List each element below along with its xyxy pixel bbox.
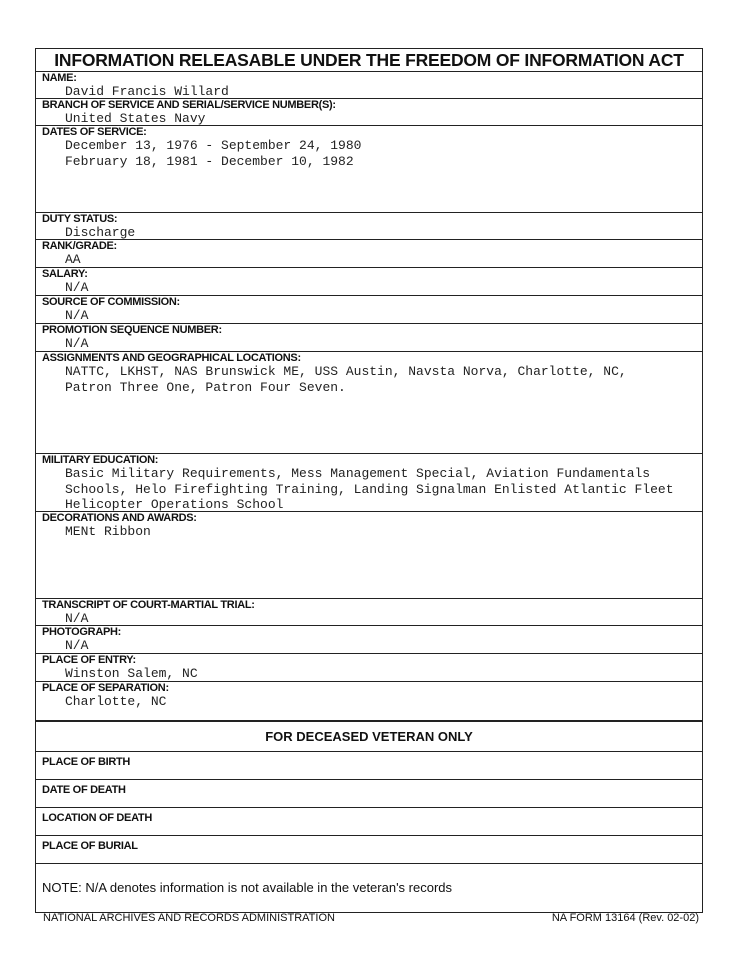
field-label: ASSIGNMENTS AND GEOGRAPHICAL LOCATIONS: bbox=[42, 352, 301, 364]
field-label: PROMOTION SEQUENCE NUMBER: bbox=[42, 324, 222, 336]
field-dates-of-service bbox=[36, 126, 702, 213]
field-label: PLACE OF SEPARATION: bbox=[42, 682, 169, 694]
field-label: LOCATION OF DEATH bbox=[42, 812, 152, 824]
field-place-of-burial bbox=[36, 836, 702, 864]
field-value: MENt Ribbon bbox=[65, 524, 151, 539]
field-label: DATES OF SERVICE: bbox=[42, 126, 147, 138]
field-label: NAME: bbox=[42, 72, 77, 84]
field-label: SOURCE OF COMMISSION: bbox=[42, 296, 180, 308]
field-value: N/A bbox=[65, 638, 89, 653]
field-photograph bbox=[36, 626, 702, 654]
field-label: TRANSCRIPT OF COURT-MARTIAL TRIAL: bbox=[42, 599, 255, 611]
field-court-martial-transcript bbox=[36, 599, 702, 626]
field-label: DUTY STATUS: bbox=[42, 213, 118, 225]
field-duty-status bbox=[36, 213, 702, 240]
note: NOTE: N/A denotes information is not available in the veteran's records bbox=[42, 880, 453, 895]
field-label: PLACE OF BURIAL bbox=[42, 840, 138, 852]
field-source-of-commission bbox=[36, 296, 702, 324]
field-value: Charlotte, NC bbox=[65, 694, 167, 709]
field-place-of-separation bbox=[36, 682, 702, 722]
field-value: AA bbox=[65, 252, 81, 267]
field-place-of-birth bbox=[36, 752, 702, 780]
field-rank-grade bbox=[36, 240, 702, 268]
field-value: United States Navy bbox=[65, 111, 206, 126]
field-value-line: December 13, 1976 - September 24, 1980 bbox=[65, 138, 362, 153]
form-title: INFORMATION RELEASABLE UNDER THE FREEDOM OF INFORMATION ACT bbox=[36, 49, 702, 72]
field-value: N/A bbox=[65, 280, 89, 295]
field-branch bbox=[36, 99, 702, 126]
field-date-of-death bbox=[36, 780, 702, 808]
field-value-line: Schools, Helo Firefighting Training, Landing Signalman Enlisted Atlantic Fleet bbox=[65, 481, 674, 497]
field-location-of-death bbox=[36, 808, 702, 836]
field-decorations-and-awards bbox=[36, 512, 702, 599]
field-label: DATE OF DEATH bbox=[42, 784, 126, 796]
field-value-line: Helicopter Operations School bbox=[65, 497, 284, 512]
field-military-education bbox=[36, 454, 702, 512]
field-value: Discharge bbox=[65, 225, 136, 240]
field-label: PLACE OF ENTRY: bbox=[42, 654, 136, 666]
deceased-section-header: FOR DECEASED VETERAN ONLY bbox=[36, 722, 702, 752]
field-value: Winston Salem, NC bbox=[65, 666, 198, 681]
field-salary bbox=[36, 268, 702, 296]
field-value-line: NATTC, LKHST, NAS Brunswick ME, USS Austin, Navsta Norva, Charlotte, NC, bbox=[65, 364, 627, 379]
field-label: BRANCH OF SERVICE AND SERIAL/SERVICE NUMBER(S): bbox=[42, 99, 336, 111]
field-promotion-sequence-number bbox=[36, 324, 702, 352]
field-value: David Francis Willard bbox=[65, 84, 229, 99]
field-value-line: Patron Three One, Patron Four Seven. bbox=[65, 379, 346, 395]
field-value: N/A bbox=[65, 336, 89, 351]
field-assignments bbox=[36, 352, 702, 454]
agency-name: NATIONAL ARCHIVES AND RECORDS ADMINISTRATION bbox=[43, 912, 335, 924]
field-value-line: February 18, 1981 - December 10, 1982 bbox=[65, 153, 354, 169]
foia-form bbox=[35, 48, 703, 913]
form-number: NA FORM 13164 (Rev. 02-02) bbox=[551, 912, 699, 924]
field-value: N/A bbox=[65, 308, 89, 323]
field-label: MILITARY EDUCATION: bbox=[42, 454, 159, 466]
field-label: PHOTOGRAPH: bbox=[42, 626, 122, 638]
field-value: N/A bbox=[65, 611, 89, 626]
field-label: RANK/GRADE: bbox=[42, 240, 117, 252]
field-value-line: Basic Military Requirements, Mess Management Special, Aviation Fundamentals bbox=[65, 466, 651, 481]
field-place-of-entry bbox=[36, 654, 702, 682]
field-label: SALARY: bbox=[42, 268, 88, 280]
field-label: PLACE OF BIRTH bbox=[42, 756, 131, 768]
page-footer bbox=[43, 912, 699, 924]
field-label: DECORATIONS AND AWARDS: bbox=[42, 512, 197, 524]
field-name bbox=[36, 72, 702, 99]
